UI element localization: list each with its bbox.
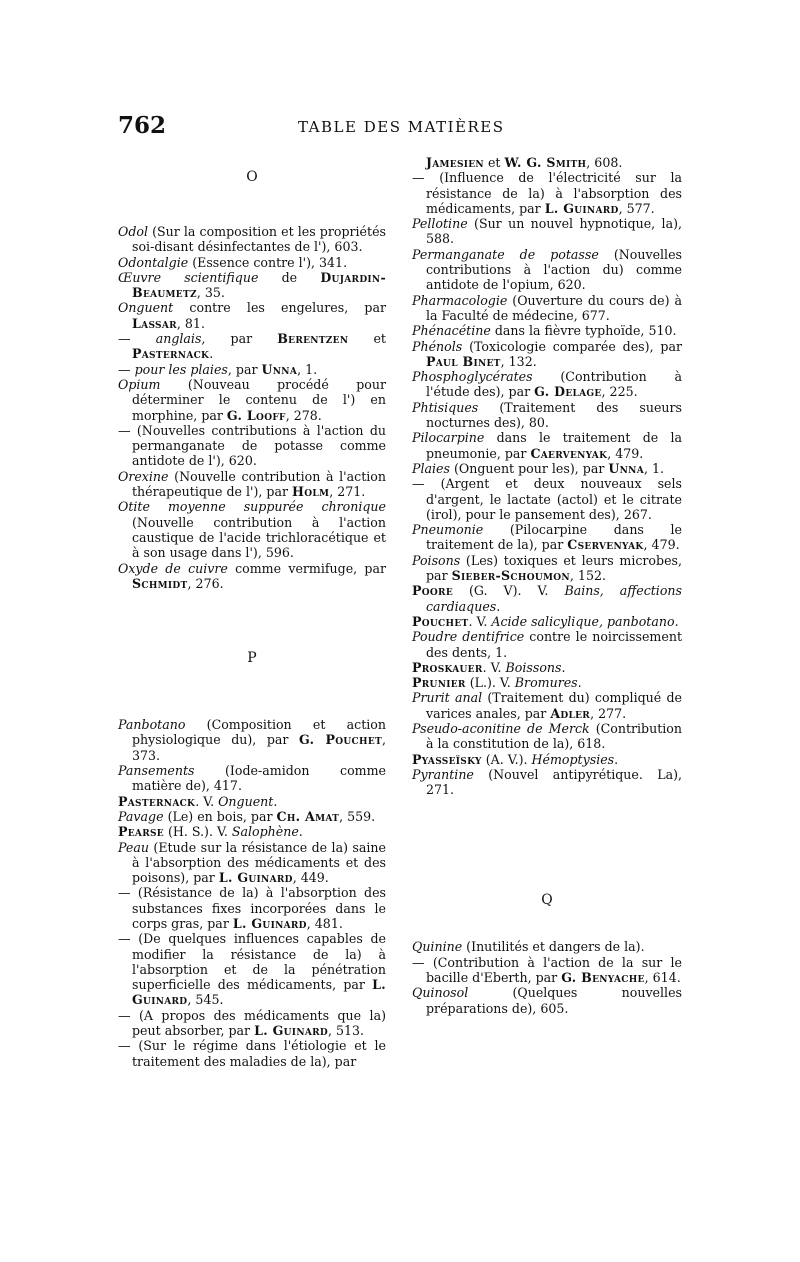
index-entry [412, 752, 682, 767]
author-name: Adler [550, 705, 591, 721]
entry-text: (Pilocarpine dans le traitement de la), par [426, 522, 682, 553]
entry-text: , 479. [607, 445, 644, 461]
author-name: Prunier [412, 675, 466, 691]
author-name: L. Guinard [544, 200, 619, 216]
entry-text: (Sur un nouvel hypnotique, la), 588. [426, 216, 682, 247]
author-name: Paul Binet [426, 353, 501, 369]
entry-text: — (A propos des médicaments que la) peut absorber, par [118, 1007, 386, 1039]
entry-term: Phtisiques [412, 399, 479, 415]
index-entry [118, 809, 386, 824]
entry-term: Acide salicylique, panbotano [491, 613, 675, 629]
entry-text: (G. V). V. [453, 583, 565, 599]
entry-text: (Quelques nouvelles préparations de), 605. [426, 985, 682, 1016]
index-entry [412, 216, 682, 247]
entry-term: pour les plaies [134, 361, 228, 377]
author-name: G. Benyache [561, 970, 645, 986]
index-entry [412, 430, 682, 461]
entry-text: . V. [468, 613, 492, 629]
entry-term: Poisons [412, 552, 461, 568]
entry-text: (Contribution à l'étude des), par [426, 369, 682, 400]
index-entry [412, 369, 682, 400]
index-entry [412, 522, 682, 553]
index-entry [412, 461, 682, 476]
entry-text: . [577, 675, 582, 691]
entry-term: Onguent [118, 300, 174, 316]
entry-text: — (Influence de l'électricité sur la résistance de la) à l'absorption des médicaments, par [412, 170, 682, 216]
section-letter-p: P [247, 650, 257, 667]
index-entry [412, 767, 682, 798]
index-entry [118, 224, 386, 255]
entry-text: , 614. [644, 970, 681, 986]
author-name: Jamesien [426, 155, 484, 170]
entry-term: Onguent [218, 793, 274, 809]
entry-term: Oxyde de cuivre [118, 560, 228, 576]
entry-term: Pseudo-aconitine de Merck [412, 720, 590, 736]
index-entry [412, 629, 682, 660]
section-letter-q: Q [541, 892, 553, 909]
index-entry [118, 362, 386, 377]
entry-term: Otite moyenne suppurée chronique [118, 499, 386, 515]
index-entry [118, 499, 386, 560]
entry-term: Poudre dentifrice [412, 629, 525, 645]
entry-text: — [118, 331, 156, 347]
index-entry [412, 614, 682, 629]
index-entry [412, 293, 682, 324]
entry-text: — [118, 361, 135, 377]
author-name: Holm [292, 484, 330, 500]
left-column [118, 160, 386, 1069]
index-entry [412, 170, 682, 216]
section-letter-o: O [246, 169, 258, 185]
author-name: Unna [608, 460, 644, 476]
entry-term: Bromures [514, 675, 578, 691]
entry-text: (Composition et action physiologique du), par [132, 717, 386, 748]
running-title: TABLE DES MATIÈRES [298, 118, 505, 136]
entry-text: (Nouvelles contributions à l'action du) comme antidote de l'opium, 620. [426, 246, 683, 293]
entry-term: Pavage [118, 808, 164, 824]
entry-text: — (Argent et deux nouveaux sels d'argent, le lactate (actol) et le citrate (irol), pour le pansement des), 267. [412, 476, 682, 522]
index-entry [412, 721, 682, 752]
entry-text: (Nouvel antipyrétique. La), 271. [426, 766, 682, 798]
entry-text: . [561, 659, 566, 675]
index-entry [412, 583, 682, 614]
entry-text: (Traitement des sueurs nocturnes des), 80. [426, 399, 682, 431]
index-entry [412, 247, 682, 293]
entry-text: , 608. [586, 155, 623, 170]
index-entry [118, 270, 386, 301]
author-name: Dujardin-Beaumetz [132, 269, 386, 301]
entry-text: et [483, 155, 505, 170]
entry-text: (Essence contre l'), 341. [188, 254, 348, 270]
entry-text: de [258, 269, 321, 285]
author-name: Pearse [118, 824, 164, 840]
entry-term: Odol [118, 224, 148, 239]
entry-text: — (Nouvelles contributions à l'action du permanganate de potasse comme antidote de l'), 620. [118, 422, 386, 469]
entry-text: — (Contribution à l'action de la sur le bacille d'Eberth, par [412, 954, 682, 986]
index-entry [412, 660, 682, 675]
entry-text: (Nouvelle contribution à l'action caustique de l'acide trichloracétique et à son usage dans l'), 596. [132, 514, 386, 561]
index-entry [412, 675, 682, 690]
page-header [118, 112, 696, 142]
entry-text: (Contribution à la constitution de la), 618. [426, 720, 683, 752]
entry-text: , par [201, 331, 278, 347]
entry-text: , 278. [285, 407, 322, 423]
author-name: Unna [261, 361, 298, 377]
author-name: Pyasseïsky [412, 751, 482, 767]
entry-text: (Inutilités et dangers de la). [462, 939, 645, 955]
entry-text: , 1. [297, 361, 318, 377]
index-entry [118, 931, 386, 1007]
author-name: Pasternack [132, 346, 210, 362]
entry-term: Odontalgie [118, 254, 189, 270]
entry-text: . [209, 346, 214, 362]
author-name: Schmidt [132, 575, 188, 591]
entry-text: (Nouveau procédé pour déterminer le contenu de l') en morphine, par [132, 376, 386, 423]
index-entry [118, 763, 386, 794]
index-entry [118, 885, 386, 931]
author-name: L. Guinard [254, 1023, 329, 1039]
entry-text: (Sur la composition et les propriétés soi-disant désinfectantes de l'), 603. [132, 224, 386, 255]
author-name: L. Guinard [218, 870, 293, 886]
entry-term: Orexine [118, 468, 169, 484]
entry-text: . [614, 751, 619, 767]
index-entry [118, 717, 386, 763]
entry-text: (L.). V. [465, 675, 515, 691]
index-entry [412, 985, 682, 1016]
entry-text: , par [227, 361, 262, 377]
entry-term: Phénacétine [412, 323, 491, 339]
entry-text: (A. V.). [481, 751, 532, 767]
index-entry [118, 331, 386, 362]
entry-term: Pansements [118, 763, 195, 779]
entry-text: , 35. [196, 285, 225, 301]
entry-term: Quinosol [412, 985, 469, 1001]
index-entry [118, 300, 386, 331]
index-entry [118, 1038, 386, 1069]
entry-text: , 545. [187, 992, 224, 1008]
entry-text: , 449. [292, 870, 329, 886]
entry-term: Boissons [505, 659, 562, 675]
page-number: 762 [118, 112, 167, 139]
entry-text: . [273, 793, 278, 809]
index-entry [412, 155, 682, 170]
author-name: Poore [412, 583, 453, 599]
index-entry [412, 476, 682, 522]
entry-term: Bains, affections cardiaques [426, 583, 682, 614]
author-name: Cservenyak [567, 537, 644, 553]
author-name: G. Looff [226, 407, 286, 423]
entry-text: dans le traitement de la pneumonie, par [426, 430, 682, 461]
entry-text: , 481. [306, 915, 343, 931]
author-name: W. G. Smith [504, 155, 587, 170]
entry-term: Peau [118, 839, 149, 855]
entry-text: — (De quelques influences capables de modifier la résistance de la) à l'absorption et de la pénétration superficielle des médicaments, par [118, 931, 386, 993]
entry-text: . [298, 824, 303, 840]
index-entry [118, 561, 386, 592]
entry-term: Phosphoglycérates [412, 369, 533, 385]
author-name: Berentzen [277, 331, 349, 347]
entry-term: Pilocarpine [412, 430, 485, 446]
entry-text: contre les engelures, par [173, 300, 386, 316]
author-name: L. Guinard [132, 977, 386, 1008]
index-entry [118, 469, 386, 500]
index-entry [412, 323, 682, 338]
entry-text: , 271. [329, 484, 366, 500]
entry-text: — (Résistance de la) à l'absorption des substances fixes incorporées dans le corps gras, par [118, 885, 386, 931]
entry-text: , 81. [176, 315, 205, 331]
entry-text: (H. S.). V. [163, 824, 232, 840]
entry-text: , 225. [601, 384, 638, 400]
entry-term: Phénols [412, 338, 463, 354]
author-name: G. Delage [534, 384, 602, 400]
entry-text: (Etude sur la résistance de la) saine à l'absorption des médicaments et des poisons), par [132, 839, 386, 886]
author-name: Sieber-Schoumon [451, 568, 570, 584]
author-name: Lassar [132, 315, 177, 331]
entry-text: , 276. [187, 575, 224, 591]
right-column [412, 155, 682, 1016]
author-name: Caervenyak [530, 445, 608, 461]
entry-text: . [496, 598, 501, 614]
index-entry [118, 794, 386, 809]
entry-term: Prurit anal [412, 690, 483, 706]
entry-text: , 132. [500, 353, 537, 369]
entry-term: Pyrantine [412, 766, 474, 782]
index-entry [118, 377, 386, 423]
entry-text: (Le) en bois, par [163, 808, 277, 824]
entry-term: anglais [155, 331, 202, 347]
entry-term: Hémoptysies [531, 751, 615, 767]
entry-term: Plaies [412, 460, 450, 476]
entry-text: dans la fièvre typhoïde, 510. [490, 323, 677, 339]
entry-text: (Ouverture du cours de) à la Faculté de médecine, 677. [426, 292, 682, 323]
author-name: G. Pouchet [298, 732, 382, 748]
author-name: L. Guinard [232, 915, 307, 931]
author-name: Proskauer [412, 659, 483, 675]
index-entry [118, 824, 386, 839]
entry-text: , 277. [590, 705, 627, 721]
entry-text: , 152. [569, 568, 606, 584]
index-entry [412, 690, 682, 721]
entry-term: Œuvre scientifique [118, 269, 259, 285]
entry-text: , 559. [339, 808, 376, 824]
entry-term: Pneumonie [412, 522, 484, 538]
author-name: Pasternack [118, 793, 196, 809]
index-entry [412, 939, 682, 954]
entry-text: (Toxicologie comparée des), par [462, 338, 682, 354]
index-entry [118, 840, 386, 886]
index-entry [118, 255, 386, 270]
entry-term: Opium [118, 376, 161, 392]
index-entry [412, 400, 682, 431]
entry-term: Pellotine [412, 216, 468, 232]
index-entry [412, 339, 682, 370]
entry-text: . V. [482, 659, 506, 675]
index-entry [412, 553, 682, 584]
entry-term: Panbotano [118, 717, 186, 733]
entry-text: , 513. [328, 1023, 365, 1039]
entry-term: Salophène [231, 824, 299, 840]
entry-text: et [348, 331, 386, 347]
entry-text: , 1. [643, 460, 665, 476]
entry-text: contre le noircissement des dents, 1. [426, 629, 683, 660]
entry-text: comme vermifuge, par [227, 560, 387, 576]
entry-text: . [674, 613, 679, 629]
entry-term: Permanganate de potasse [412, 246, 599, 262]
entry-text: (Onguent pour les), par [449, 460, 609, 476]
entry-text: , 373. [132, 732, 386, 763]
entry-text: , 479. [643, 537, 680, 553]
entry-text: (Nouvelle contribution à l'action thérapeutique de l'), par [132, 468, 386, 500]
author-name: Ch. Amat [276, 808, 340, 824]
author-name: Pouchet [412, 613, 469, 629]
entry-term: Quinine [412, 939, 463, 955]
index-entry [118, 423, 386, 469]
entry-text: — (Sur le régime dans l'étiologie et le traitement des maladies de la), par [118, 1038, 386, 1069]
entry-text: . V. [195, 793, 219, 809]
entry-term: Pharmacologie [412, 292, 508, 308]
index-entry [118, 1008, 386, 1039]
entry-text: , 577. [618, 200, 655, 216]
entry-text: (Les) toxiques et leurs microbes, par [426, 552, 682, 584]
entry-text: (Iode-amidon comme matière de), 417. [132, 763, 386, 794]
entry-text: (Traitement du) compliqué de varices anales, par [426, 690, 682, 721]
index-entry [412, 955, 682, 986]
